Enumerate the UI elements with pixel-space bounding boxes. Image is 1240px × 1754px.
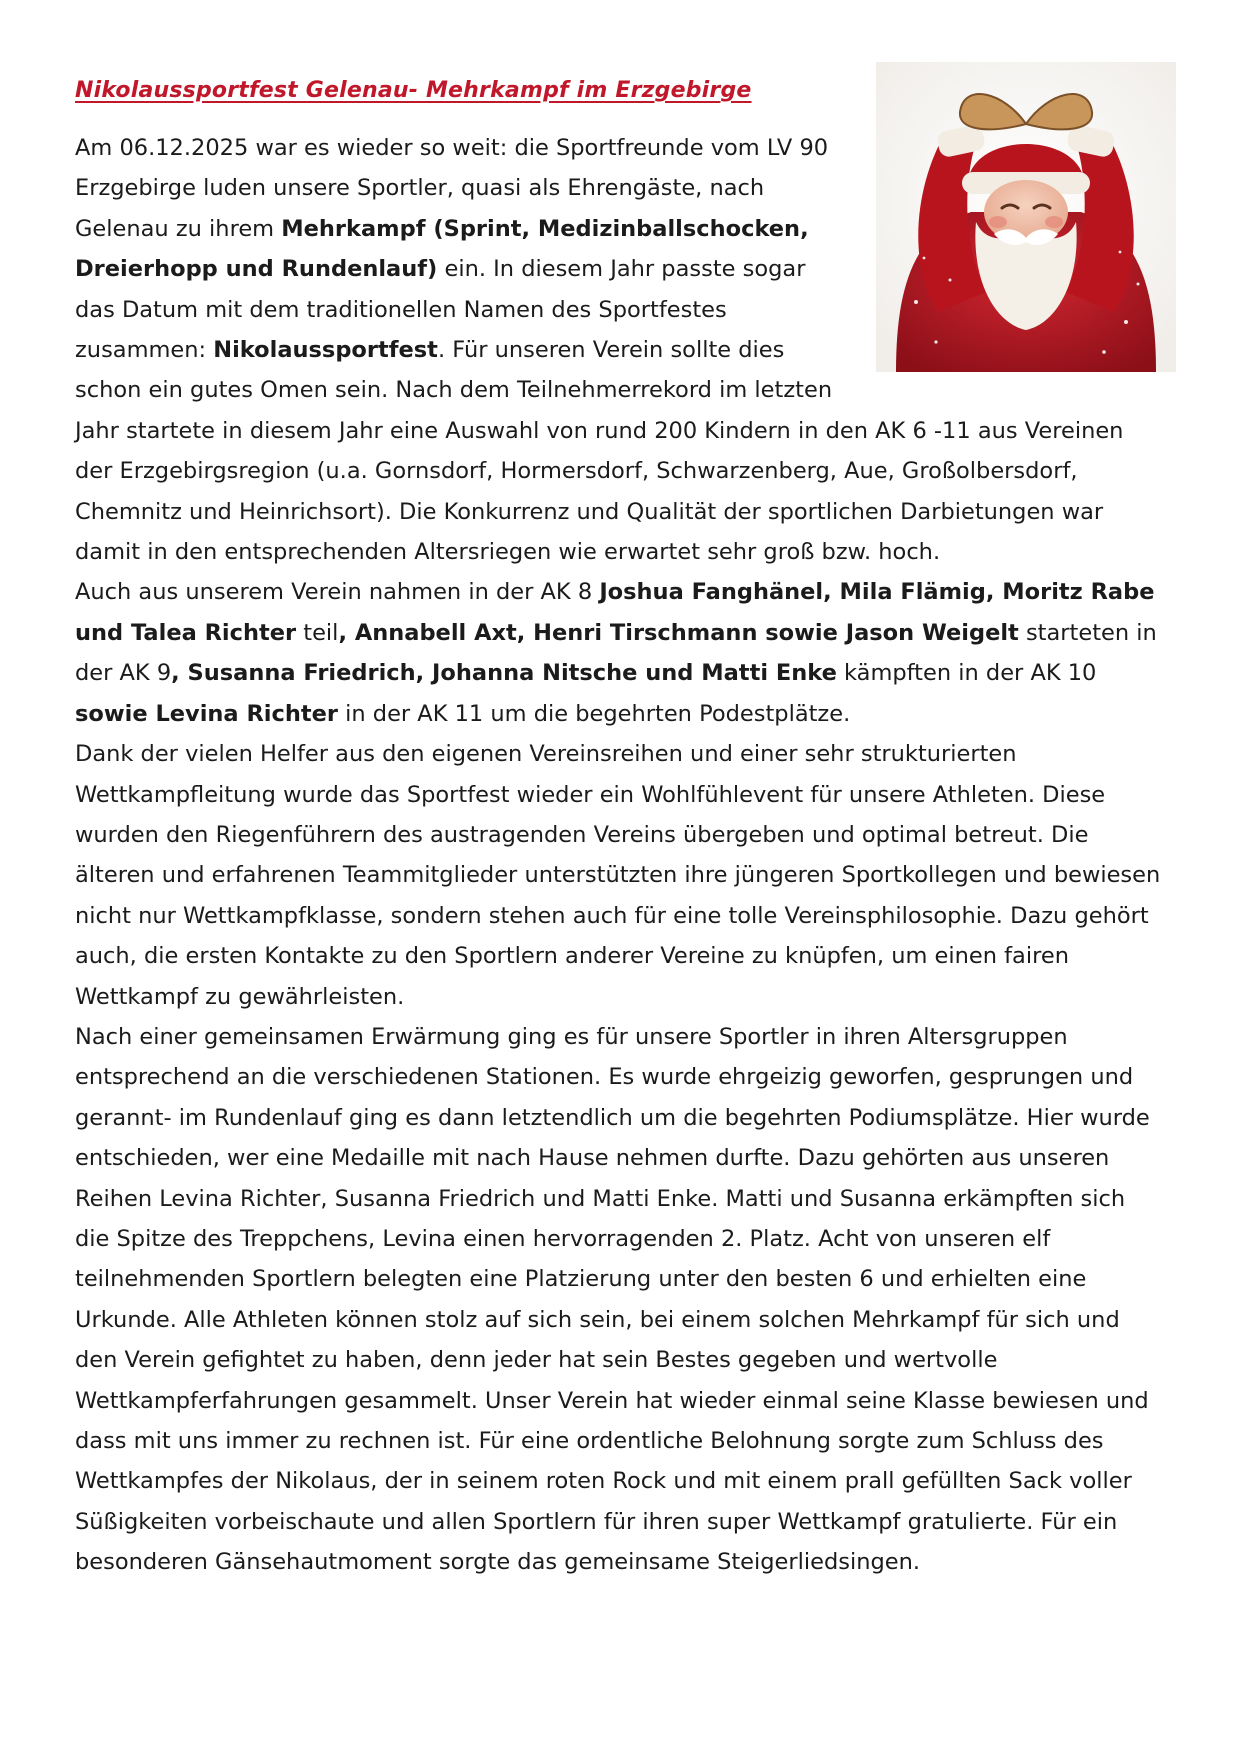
bold-text-run: sowie Levina Richter bbox=[75, 700, 338, 727]
text-run: Dank der vielen Helfer aus den eigenen Vereinsreihen und einer sehr strukturierten Wettkampfleitung wurde das Sportfest wieder ein Wohlfühlevent für unsere Athleten. Diese wurden den Riegenführern des austragenden Vereins übergeben und optimal betreut. Die älteren und erfahrenen Teammitglieder unterstützten ihre jüngeren Sportkollegen und bewiesen nicht nur Wettkampfklasse, sondern stehen auch für eine tolle Vereinsphilosophie. Dazu gehört auch, die ersten Kontakte zu den Sportlern anderer Vereine zu knüpfen, um einen fairen Wettkampf zu gewährleisten. bbox=[75, 741, 1161, 1010]
paragraph-helpers bbox=[75, 734, 1165, 1017]
bold-text-run: Mehrkampf (Sprint, Medizinballschocken, Dreierhopp und Rundenlauf) bbox=[75, 215, 809, 283]
text-run: kämpften in der AK 10 bbox=[836, 660, 1097, 687]
santa-claus-image bbox=[876, 62, 1176, 372]
bold-text-run: Nikolaussportfest bbox=[213, 337, 438, 364]
article-title: Nikolaussportfest Gelenau- Mehrkampf im Erzgebirge bbox=[75, 78, 752, 103]
text-run: Am 06.12.2025 war es wieder so weit: die Sportfreunde vom LV 90 Erzgebirge luden unsere Sportler, quasi als Ehrengäste, nach Gelenau zu ihrem bbox=[75, 135, 829, 242]
text-run: teil bbox=[296, 619, 339, 646]
text-run: starteten in der AK 9 bbox=[75, 619, 1157, 687]
text-run: ein. In diesem Jahr passte sogar das Datum mit dem traditionellen Namen des Sportfestes zusammen: bbox=[75, 256, 806, 364]
text-run: in der AK 11 um die begehrten Podestplätze. bbox=[337, 700, 851, 727]
paragraph-competition bbox=[75, 1017, 1165, 1583]
left-cheek bbox=[989, 216, 1007, 228]
bold-text-run: , Susanna Friedrich, Johanna Nitsche und Matti Enke bbox=[171, 660, 837, 687]
bold-text-run: Joshua Fanghänel, Mila Flämig, Moritz Rabe und Talea Richter bbox=[75, 579, 1155, 646]
paragraph-participants bbox=[75, 572, 1165, 734]
text-run: . Für unseren Verein sollte dies schon ein gutes Omen sein. Nach dem Teilnehmerrekord im letzten Jahr startete in diesem Jahr eine Auswahl von rund 200 Kindern in den AK 6 -11 aus Vereinen der Erzgebirgsregion (u.a. Gornsdorf, Hormersdorf, Schwarzenberg, Aue, Großolbersdorf, Chemnitz und Heinrichsort). Die Konkurrenz und Qualität der sportlichen Darbietungen war damit in den entsprechenden Altersriegen wie erwartet sehr groß bzw. hoch. bbox=[75, 337, 1124, 566]
text-run: Nach einer gemeinsamen Erwärmung ging es für unsere Sportler in ihren Altersgruppen entsprechend an die verschiedenen Stationen. Es wurde ehrgeizig geworfen, gesprungen und gerannt- im Rundenlauf ging es dann letztendlich um die begehrten Podiumsplätze. Hier wurde entschieden, wer eine Medaille mit nach Hause nehmen durfte. Dazu gehörten aus unseren Reihen Levina Richter, Susanna Friedrich und Matti Enke. Matti und Susanna erkämpften sich die Spitze des Treppchens, Levina einen hervorragenden 2. Platz. Acht von unseren elf teilnehmenden Sportlern belegten eine Platzierung unter den besten 6 und erhielten eine Urkunde. Alle Athleten können stolz auf sich sein, bei einem solchen Mehrkampf für sich und den Verein gefightet zu haben, denn jeder hat sein Bestes gegeben und wertvolle Wettkampferfahrungen gesammelt. Unser Verein hat wieder einmal seine Klasse bewiesen und dass mit uns immer zu rechnen ist. Für eine ordentliche Belohnung sorgte zum Schluss des Wettkampfes der Nikolaus, der in seinem roten Rock und mit einem prall gefüllten Sack voller Süßigkeiten vorbeischaute und allen Sportlern für ihren super Wettkampf gratulierte. Für ein besonderen Gänsehautmoment sorgte das gemeinsame Steigerliedsingen. bbox=[75, 1023, 1150, 1576]
bold-text-run: , Annabell Axt, Henri Tirschmann sowie Jason Weigelt bbox=[338, 619, 1019, 646]
right-cheek bbox=[1045, 216, 1063, 228]
text-run: Auch aus unserem Verein nahmen in der AK 8 bbox=[75, 579, 600, 606]
